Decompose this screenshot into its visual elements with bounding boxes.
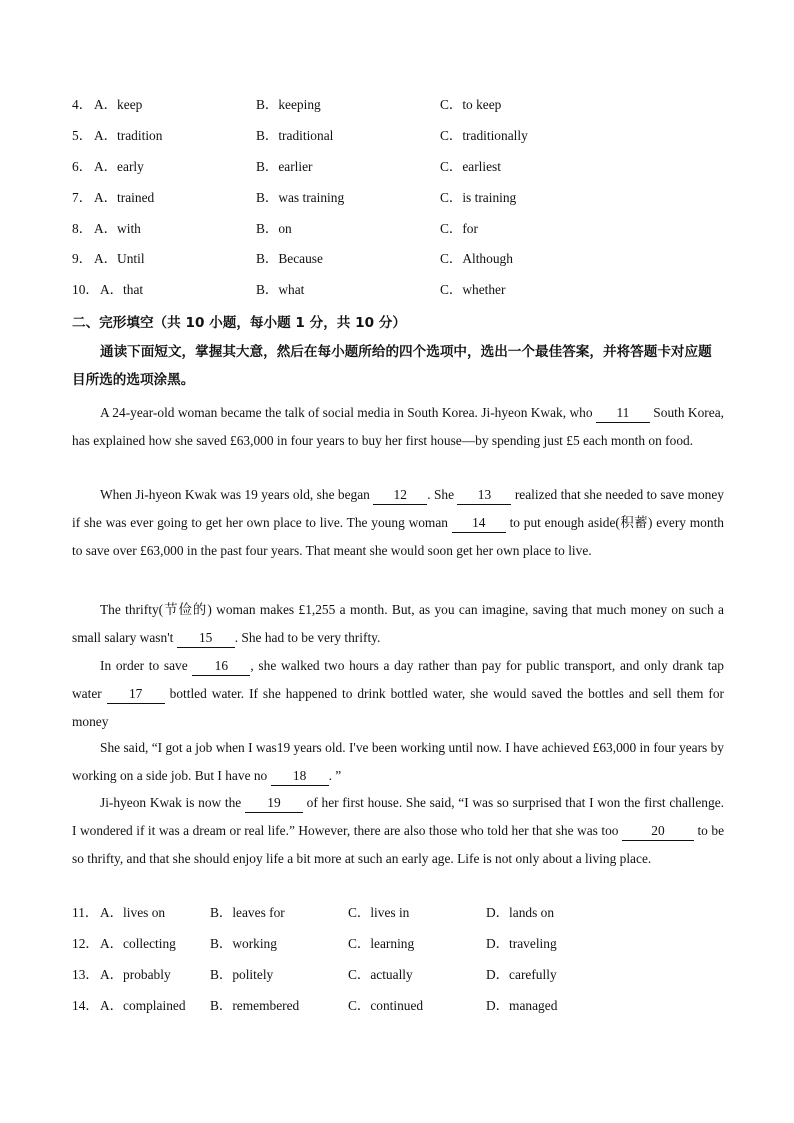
question-13: 13． xyxy=(72,967,99,982)
question-7: 7． xyxy=(72,190,93,205)
option-b: B．politely xyxy=(210,967,274,982)
blank-11: 11 xyxy=(596,404,650,423)
option-a: A．complained xyxy=(100,998,186,1013)
section-title: 二、完形填空（共 10 小题，每小题 1 分，共 10 分） xyxy=(72,315,406,331)
question-4: 4． xyxy=(72,97,93,112)
option-a: A．tradition xyxy=(94,128,163,143)
option-b: B．keeping xyxy=(256,97,321,112)
option-d: D．carefully xyxy=(486,967,557,982)
option-b: B．working xyxy=(210,936,277,951)
option-b: B．remembered xyxy=(210,998,300,1013)
option-c: C．whether xyxy=(440,282,506,297)
option-b: B．earlier xyxy=(256,159,313,174)
option-c: C．traditionally xyxy=(440,128,528,143)
option-d: D．traveling xyxy=(486,936,557,951)
passage-paragraph-2: When Ji-hyeon Kwak was 19 years old, she began 12 . She 13 realized that she needed to save money if she was ever going to get her own place to live. The young woman 14 to put enough aside(积蓄) every month to save over £63,000 in the past four years. That meant she would soon get her own place to live. xyxy=(72,487,724,558)
option-d: D．lands on xyxy=(486,905,555,920)
option-c: C．earliest xyxy=(440,159,501,174)
option-c: C．actually xyxy=(348,967,413,982)
blank-16: 16 xyxy=(192,657,250,676)
option-b: B．Because xyxy=(256,251,323,266)
blank-13: 13 xyxy=(457,486,511,505)
question-11: 11． xyxy=(72,905,99,920)
blank-14: 14 xyxy=(452,514,506,533)
passage-paragraph-1: A 24-year-old woman became the talk of social media in South Korea. Ji-hyeon Kwak, who 11 South Korea, has explained how she saved £63,000 in four years to buy her first house—by spending just £5 each month on food. xyxy=(72,405,724,448)
option-b: B．on xyxy=(256,221,292,236)
option-c: C．learning xyxy=(348,936,415,951)
option-b: B．leaves for xyxy=(210,905,285,920)
option-a: A．probably xyxy=(100,967,171,982)
option-a: A．early xyxy=(94,159,144,174)
blank-20: 20 xyxy=(622,822,694,841)
option-b: B．what xyxy=(256,282,305,297)
option-a: A．collecting xyxy=(100,936,176,951)
option-b: B．traditional xyxy=(256,128,334,143)
option-a: A．that xyxy=(100,282,144,297)
option-c: C．lives in xyxy=(348,905,410,920)
option-c: C．is training xyxy=(440,190,517,205)
option-c: C．for xyxy=(440,221,478,236)
question-10: 10． xyxy=(72,282,99,297)
option-b: B．was training xyxy=(256,190,345,205)
blank-15: 15 xyxy=(177,629,235,648)
question-6: 6． xyxy=(72,159,93,174)
blank-17: 17 xyxy=(107,685,165,704)
option-a: A．Until xyxy=(94,251,145,266)
option-a: A．lives on xyxy=(100,905,166,920)
question-14: 14． xyxy=(72,998,99,1013)
blank-18: 18 xyxy=(271,767,329,786)
option-c: C．Although xyxy=(440,251,513,266)
blank-12: 12 xyxy=(373,486,427,505)
question-12: 12． xyxy=(72,936,99,951)
passage-paragraph-3: The thrifty(节俭的) woman makes £1,255 a month. But, as you can imagine, saving that much money on such a small salary wasn't 15 . She had to be very thrifty. xyxy=(72,596,724,652)
passage-paragraph-6: Ji-hyeon Kwak is now the 19 of her first house. She said, “I was so surprised that I won the first challenge. I wondered if it was a dream or real life.” However, there are also those who told her that she was too 20 to be so thrifty, and that she should enjoy life a bit more at such an early age. Life is not only about a living place. xyxy=(72,795,725,866)
passage-paragraph-5: She said, “I got a job when I was19 years old. I've been working until now. I have achieved £63,000 in four years by working on a side job. But I have no 18 . ” xyxy=(72,734,724,790)
option-c: C．to keep xyxy=(440,97,502,112)
option-a: A．keep xyxy=(94,97,143,112)
question-5: 5． xyxy=(72,128,93,143)
question-9: 9． xyxy=(72,251,93,266)
section-instruction: 通读下面短文，掌握其大意，然后在每小题所给的四个选项中，选出一个最佳答案，并将答题卡对应题目所选的选项涂黑。 xyxy=(72,344,712,388)
option-a: A．trained xyxy=(94,190,155,205)
option-a: A．with xyxy=(94,221,141,236)
option-c: C．continued xyxy=(348,998,424,1013)
option-d: D．managed xyxy=(486,998,558,1013)
blank-19: 19 xyxy=(245,794,303,813)
question-8: 8． xyxy=(72,221,93,236)
passage-paragraph-4: In order to save 16 , she walked two hours a day rather than pay for public transport, and only drank tap water 17 bottled water. If she happened to drink bottled water, she would saved the bottles and sell them for money xyxy=(72,658,724,729)
